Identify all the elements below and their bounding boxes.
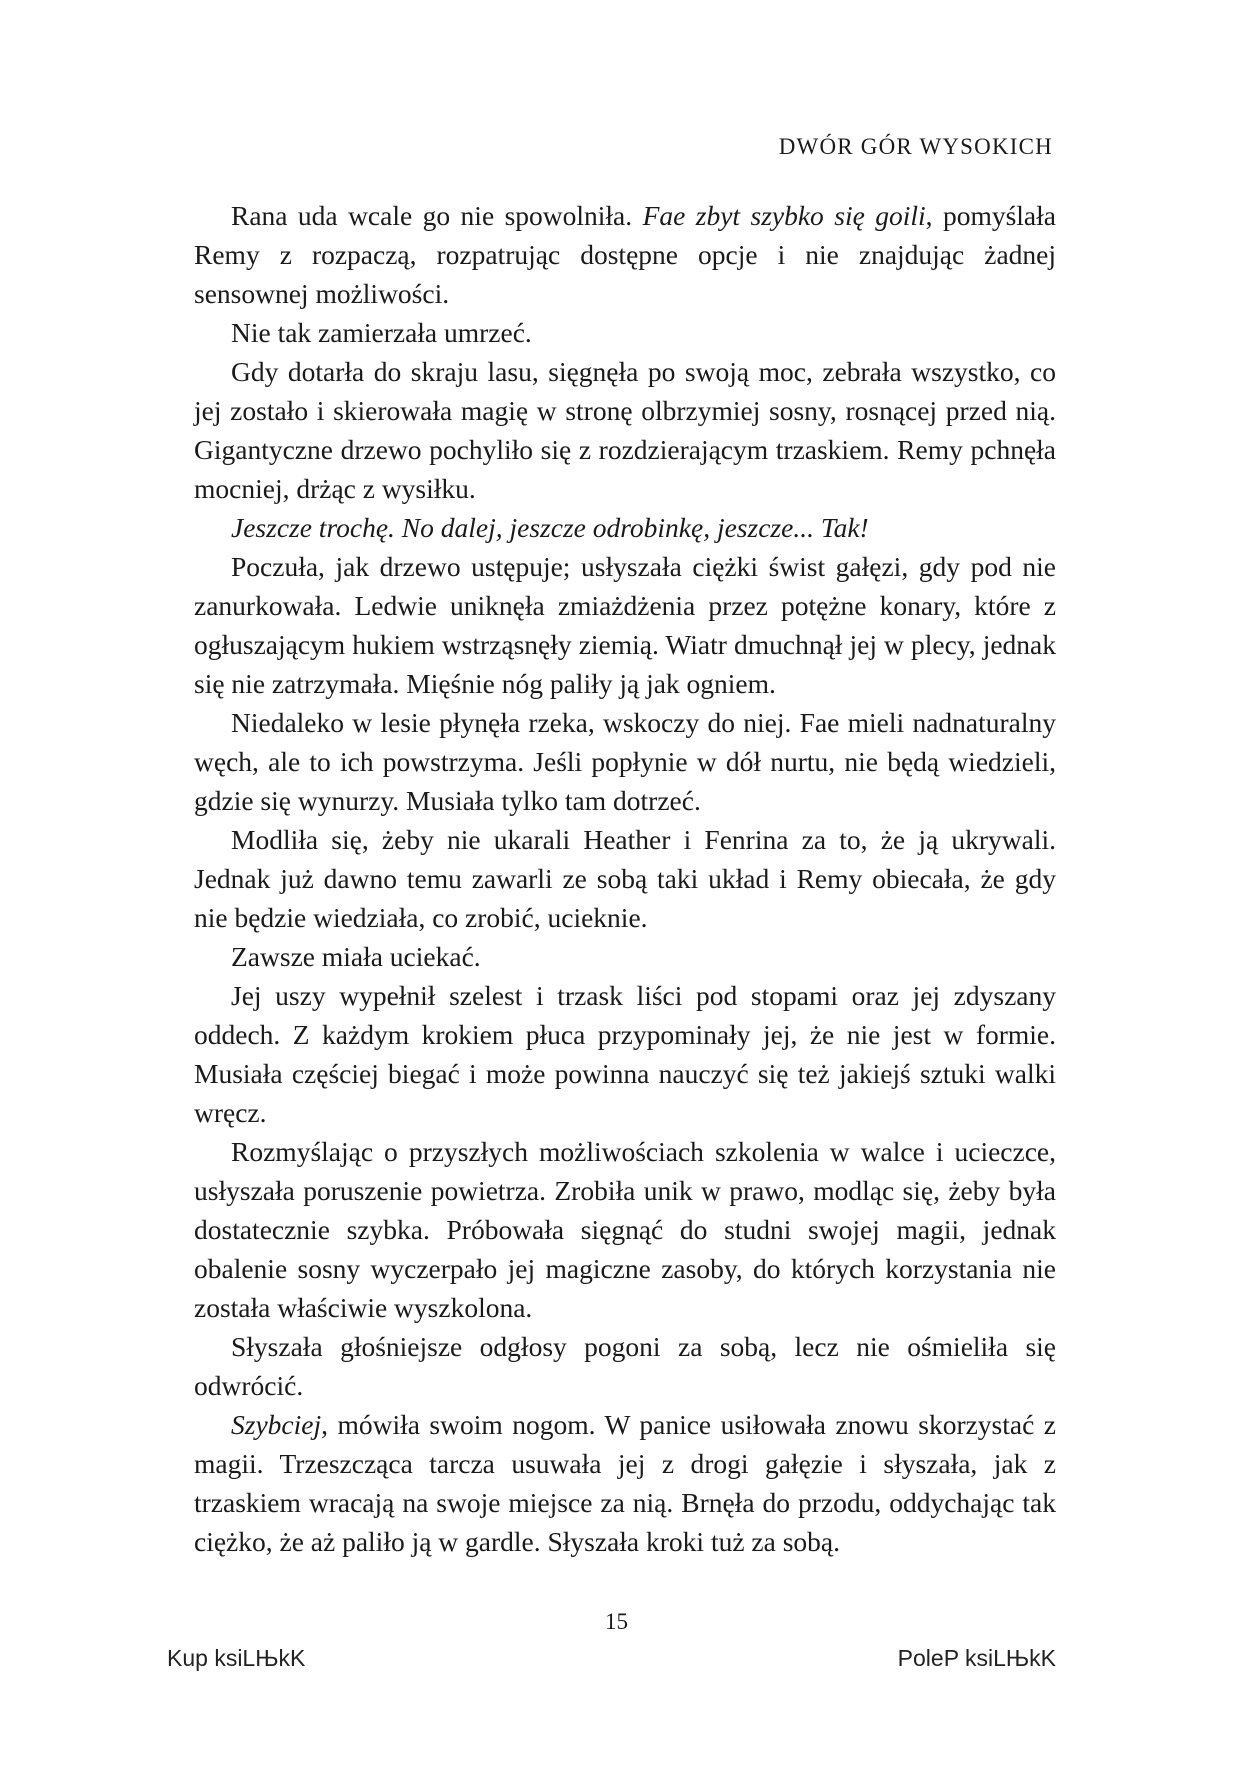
text-span: Rana uda wcale go nie spowolniła. <box>231 200 643 231</box>
paragraph-7: Modliła się, żeby nie ukarali Heather i Fenrina za to, że ją ukrywali. Jednak już dawno temu zawarli ze sobą taki układ i Remy obiecała, że gdy nie będzie wiedziała, co zrobić, ucieknie. <box>194 824 1056 933</box>
paragraph-10: Rozmyślając o przyszłych możliwościach szkolenia w walce i ucieczce, usłyszała poruszenie powietrza. Zrobiła unik w prawo, modląc się, żeby była dostatecznie szybka. Próbowała sięgnąć do studni swojej magii, jednak obalenie sosny wyczerpało jej magiczne zasoby, do których korzystania nie została właściwie wyszkolona. <box>194 1136 1056 1323</box>
paragraph-1 <box>194 196 1056 313</box>
paragraph-11: Słyszała głośniejsze odgłosy pogoni za sobą, lecz nie ośmieliła się odwrócić. <box>194 1331 1056 1401</box>
body-text <box>194 196 1056 1561</box>
buy-book-link[interactable]: Kup ksiLЊkK <box>167 1645 306 1671</box>
italic-span: Jeszcze trochę. No dalej, jeszcze odrobinkę, jeszcze... Tak! <box>231 512 869 543</box>
italic-span: Szybciej <box>231 1409 322 1440</box>
page-number: 15 <box>605 1609 628 1634</box>
italic-span: Fae zbyt szybko się goili <box>642 200 926 231</box>
recommend-book-link[interactable]: PoleP ksiLЊkK <box>897 1645 1056 1671</box>
paragraph-2: Nie tak zamierzała umrzeć. <box>231 317 532 348</box>
paragraph-4 <box>194 508 1056 547</box>
paragraph-5: Poczuła, jak drzewo ustępuje; usłyszała ciężki świst gałęzi, gdy pod nie zanurkowała. Ledwie uniknęła zmiażdżenia przez potężne konary, które z ogłuszającym hukiem wstrząsnęły ziemią. Wiatr dmuchnął jej w plecy, jednak się nie zatrzymała. Mięśnie nóg paliły ją jak ogniem. <box>194 551 1056 699</box>
paragraph-6: Niedaleko w lesie płynęła rzeka, wskoczy do niej. Fae mieli nadnaturalny węch, ale to ich powstrzyma. Jeśli popłynie w dół nurtu, nie będą wiedzieli, gdzie się wynurzy. Musiała tylko tam dotrzeć. <box>194 707 1056 816</box>
text-span: , mówiła swoim nogom. W panice usiłowała znowu skorzystać z magii. Trzeszcząca tarcza usuwała jej z drogi gałęzie i słyszała, jak z trzaskiem wracają na swoje miejsce za nią. Brnęła do przodu, oddychając tak ciężko, że aż paliło ją w gardle. Słyszała kroki tuż za sobą. <box>194 1409 1056 1557</box>
text-span: , pomyślała Remy z rozpaczą, rozpatrując dostępne opcje i nie znajdując żadnej sensownej możliwości. <box>194 200 1056 309</box>
paragraph-12 <box>194 1405 1056 1561</box>
running-head: DWÓR GÓR WYSOKICH <box>778 134 1053 159</box>
paragraph-3: Gdy dotarła do skraju lasu, sięgnęła po swoją moc, zebrała wszystko, co jej zostało i skierowała magię w stronę olbrzymiej sosny, rosnącej przed nią. Gigantyczne drzewo pochyliło się z rozdzierającym trzaskiem. Remy pchnęła mocniej, drżąc z wysiłku. <box>194 356 1056 504</box>
paragraph-8: Zawsze miała uciekać. <box>231 941 481 972</box>
paragraph-9: Jej uszy wypełnił szelest i trzask liści pod stopami oraz jej zdyszany oddech. Z każdym krokiem płuca przypominały jej, że nie jest w formie. Musiała częściej biegać i może powinna nauczyć się też jakiejś sztuki walki wręcz. <box>194 980 1056 1128</box>
